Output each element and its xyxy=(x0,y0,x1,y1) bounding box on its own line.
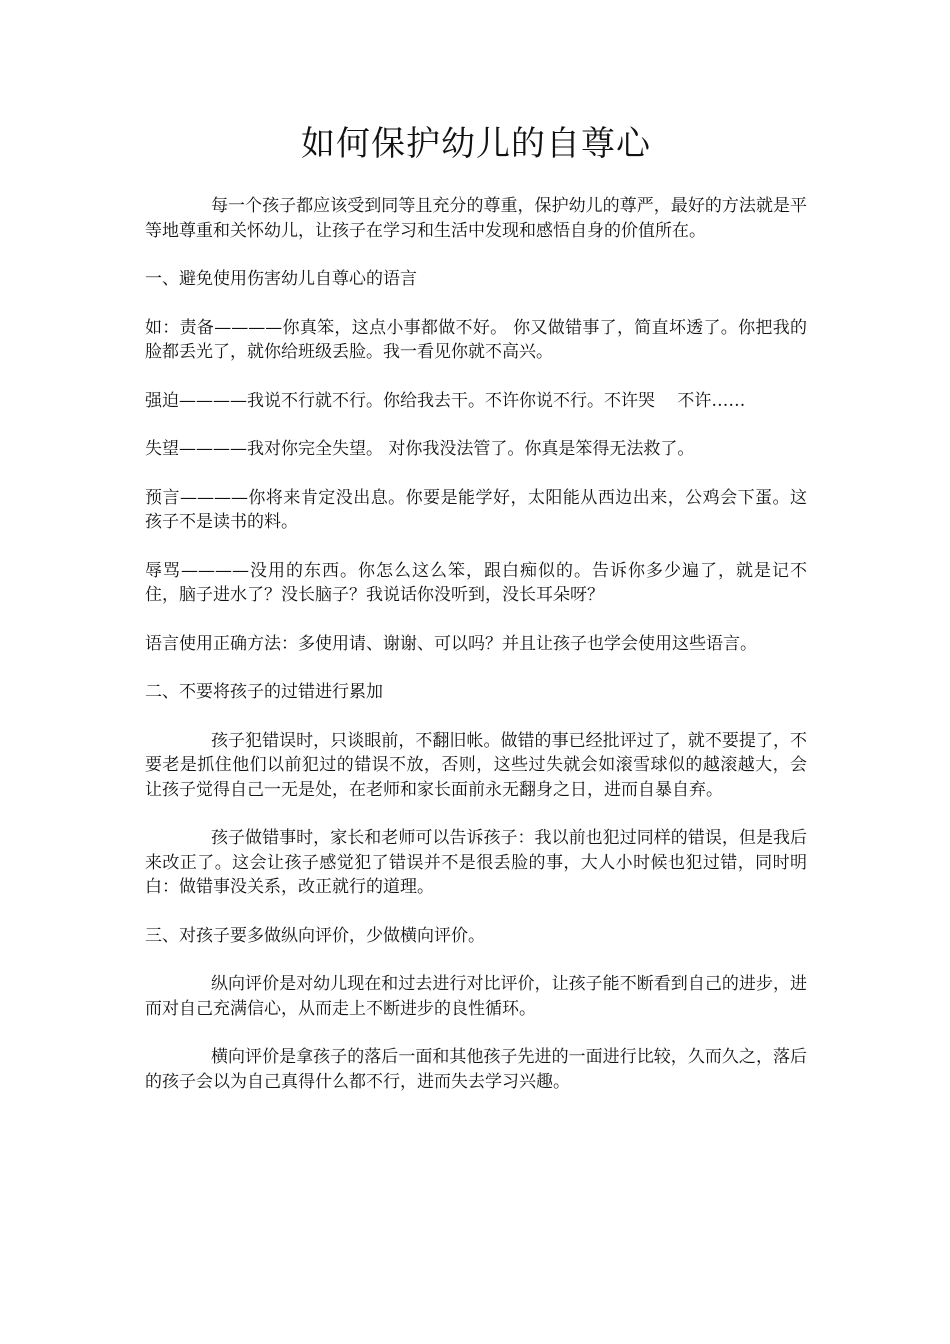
body-paragraph: 纵向评价是对幼儿现在和过去进行对比评价，让孩子能不断看到自己的进步，进而对自己充满信心，从而走上不断进步的良性循环。 xyxy=(145,974,807,1019)
section-heading-3: 三、对孩子要多做纵向评价，少做横向评价。 xyxy=(145,925,485,946)
section-heading-1: 一、避免使用伤害幼儿自尊心的语言 xyxy=(145,269,417,290)
body-paragraph: 横向评价是拿孩子的落后一面和其他孩子先进的一面进行比较，久而久之，落后的孩子会以为自己真得什么都不行，进而失去学习兴趣。 xyxy=(145,1047,807,1092)
section-heading-2: 二、不要将孩子的过错进行累加 xyxy=(145,682,383,703)
document-page xyxy=(145,122,807,1118)
example-disappointment: 失望————我对你完全失望。 对你我没法管了。你真是笨得无法救了。 xyxy=(145,439,695,460)
body-paragraph: 孩子做错事时，家长和老师可以告诉孩子：我以前也犯过同样的错误，但是我后来改正了。这会让孩子感觉犯了错误并不是很丢脸的事，大人小时候也犯过错，同时明白：做错事没关系，改正就行的道理。 xyxy=(145,828,807,898)
body-paragraph: 孩子犯错误时，只谈眼前，不翻旧帐。做错的事已经批评过了，就不要提了，不要老是抓住他们以前犯过的错误不放，否则，这些过失就会如滚雪球似的越滚越大，会让孩子觉得自己一无是处，在老师和家长面前永无翻身之日，进而自暴自弃。 xyxy=(145,730,807,800)
example-insult: 辱骂————没用的东西。你怎么这么笨，跟白痴似的。告诉你多少遍了，就是记不住，脑子进水了？没长脑子？我说话你没听到，没长耳朵呀？ xyxy=(145,560,807,606)
example-force: 强迫————我说不行就不行。你给我去干。不许你说不行。不许哭 不许…… xyxy=(145,390,746,411)
example-prediction: 预言————你将来肯定没出息。你要是能学好，太阳能从西边出来，公鸡会下蛋。这孩子不是读书的料。 xyxy=(145,487,807,533)
correct-language-paragraph: 语言使用正确方法：多使用请、谢谢、可以吗？并且让孩子也学会使用这些语言。 xyxy=(145,633,757,654)
document-title: 如何保护幼儿的自尊心 xyxy=(301,124,651,164)
example-blame: 如：责备————你真笨，这点小事都做不好。 你又做错事了，简直坏透了。你把我的脸都丢光了，就你给班级丢脸。我一看见你就不高兴。 xyxy=(145,317,807,363)
intro-paragraph: 每一个孩子都应该受到同等且充分的尊重，保护幼儿的尊严，最好的方法就是平等地尊重和关怀幼儿，让孩子在学习和生活中发现和感悟自身的价值所在。 xyxy=(145,196,807,241)
